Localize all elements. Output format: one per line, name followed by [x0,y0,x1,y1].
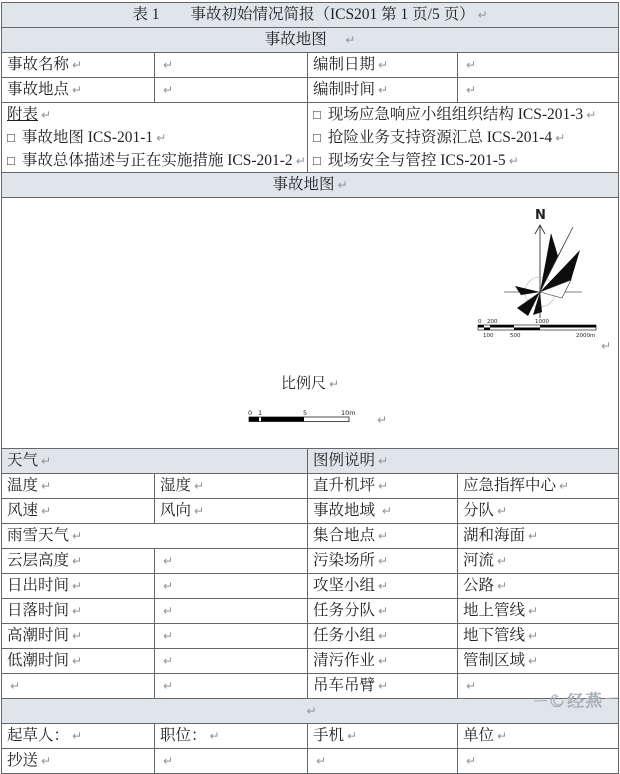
form-title-cell [2,3,619,28]
pilcrow-mark: ↵ [194,504,205,518]
svg-text:100: 100 [483,333,494,339]
incident-map-area [2,198,619,449]
svg-text:500: 500 [510,333,521,339]
legend-header: 图例说明 [313,452,376,469]
pilcrow-mark: ↵ [41,754,52,768]
legend-item-cell: 事故地域 ↵ [308,499,458,524]
pilcrow-mark: ↵ [163,754,174,768]
pilcrow-mark: ↵ [497,579,508,593]
pilcrow-mark: ↵ [528,604,539,618]
pilcrow-mark: ↵ [378,58,389,72]
weather-value-cell [155,599,308,624]
watermark-text: 经燕 [566,691,604,712]
pilcrow-mark: ↵ [72,58,83,72]
checkbox-icon: □ [313,153,321,168]
map-header: 事故地图 [272,176,335,193]
table-row [2,474,619,499]
attachment-item [313,149,613,172]
pilcrow-mark: ↵ [337,178,348,192]
weather-label-cell: 风速 ↵ [2,499,155,524]
pilcrow-mark: ↵ [72,579,83,593]
pilcrow-mark: ↵ [41,479,52,493]
pilcrow-mark: ↵ [378,454,389,468]
pilcrow-mark: ↵ [378,654,389,668]
legend-header-cell [308,449,619,474]
attachment-item [7,126,302,149]
map-header-cell [2,173,619,198]
legend-item-cell: 河流 ↵ [458,549,619,574]
legend-item-cell: 地上管线 ↵ [458,599,619,624]
ics201-form-table [1,2,619,774]
pilcrow-mark: ↵ [163,604,174,618]
pilcrow-mark: ↵ [378,479,389,493]
pilcrow-mark: ↵ [466,58,477,72]
table-row [2,574,619,599]
pilcrow-mark: ↵ [466,679,477,693]
pilcrow-mark: ↵ [316,754,327,768]
watermark-line [605,698,618,699]
pilcrow-mark: ↵ [508,154,519,168]
pilcrow-mark: ↵ [601,339,612,353]
svg-text:1000: 1000 [535,319,549,325]
svg-text:10m: 10m [341,409,356,417]
pilcrow-mark: ↵ [156,131,167,145]
incident-location-value [155,78,308,103]
pilcrow-mark: ↵ [377,413,388,427]
weather-value-cell [155,674,308,699]
svg-text:1: 1 [258,409,263,417]
pilcrow-mark: ↵ [586,108,597,122]
spacer-cell [2,699,619,724]
legend-item-cell: 应急指挥中心 ↵ [458,474,619,499]
cc-value-cell [155,749,308,774]
pilcrow-mark: ↵ [41,454,52,468]
table-row [2,549,619,574]
pilcrow-mark: ↵ [528,529,539,543]
pilcrow-mark: ↵ [378,529,389,543]
legend-item-cell: 公路 ↵ [458,574,619,599]
weather-header-cell [2,449,308,474]
legend-item-cell: 污染场所 ↵ [308,549,458,574]
pilcrow-mark: ↵ [381,504,392,518]
legend-item-cell: 湖和海面 ↵ [458,524,619,549]
legend-item-cell: 集合地点 ↵ [308,524,458,549]
north-label: N [535,208,546,223]
attachments-left-cell [2,103,308,173]
pilcrow-mark: ↵ [163,679,174,693]
pilcrow-mark: ↵ [72,83,83,97]
pilcrow-mark: ↵ [72,629,83,643]
legend-item-cell: 吊车吊臂 ↵ [308,674,458,699]
pilcrow-mark: ↵ [41,504,52,518]
pilcrow-mark: ↵ [378,629,389,643]
attachment-item [313,126,613,149]
pilcrow-mark: ↵ [378,579,389,593]
table-row [2,624,619,649]
pilcrow-mark: ↵ [163,83,174,97]
legend-item-cell: 清污作业 ↵ [308,649,458,674]
cc-value-cell [308,749,458,774]
weather-label-cell: 高潮时间 ↵ [2,624,155,649]
checkbox-icon: □ [313,107,321,122]
svg-text:200: 200 [487,319,498,325]
main-scale-bar [245,408,371,426]
phone-label: 手机 ↵ [308,724,458,749]
footer-row [2,724,619,749]
form-subtitle: 事故地图 [264,31,327,48]
pilcrow-mark: ↵ [163,579,174,593]
weather-label-cell: 雨雪天气 ↵ [2,524,308,549]
svg-text:2000m: 2000m [576,333,596,339]
mini-scale-bar [476,316,604,340]
pilcrow-mark: ↵ [41,108,52,122]
legend-item-cell: 直升机坪 ↵ [308,474,458,499]
pilcrow-mark: ↵ [328,377,340,391]
weather-value-cell [155,549,308,574]
table-row [2,599,619,624]
pilcrow-mark: ↵ [163,554,174,568]
section-header-row [2,449,619,474]
legend-item-cell: 攻坚小组 ↵ [308,574,458,599]
weather-value-cell [2,674,155,699]
attachment-item [7,149,306,172]
pilcrow-mark: ↵ [295,154,306,168]
cc-value-cell [458,749,619,774]
pilcrow-mark: ↵ [163,629,174,643]
attachments-row [2,103,619,173]
legend-item-cell: 分队 ↵ [458,499,619,524]
position-label: 职位： ↵ [155,724,308,749]
pilcrow-mark: ↵ [72,729,83,743]
pilcrow-mark: ↵ [163,654,174,668]
form-title: 表 1 事故初始情况简报（ICS201 第 1 页/5 页） [132,6,475,23]
attachment-label: 现场应急响应小组组织结构 ICS-201-3 [327,106,584,123]
pilcrow-mark: ↵ [345,33,356,47]
weather-header: 天气 [7,452,39,469]
info-row [2,78,619,103]
pilcrow-mark: ↵ [163,58,174,72]
form-subtitle-cell [2,28,619,53]
prep-date-label: 编制日期 ↵ [308,53,458,78]
weather-label-cell: 温度 ↵ [2,474,155,499]
watermark-logo [534,686,619,714]
pilcrow-mark: ↵ [497,729,508,743]
unit-label: 单位 ↵ [458,724,619,749]
checkbox-icon: □ [7,130,15,145]
weather-label-cell: 风向 ↵ [155,499,308,524]
pilcrow-mark: ↵ [72,654,83,668]
attachment-label: 事故地图 ICS-201-1 [21,129,154,146]
map-header-row [2,173,619,198]
attachments-title-line [7,103,302,126]
table-row [2,674,619,699]
legend-item-cell: 任务小组 ↵ [308,624,458,649]
swirl-icon [549,692,566,709]
weather-value-cell [155,649,308,674]
incident-name-value [155,53,308,78]
pilcrow-mark: ↵ [555,131,566,145]
prep-time-value [458,78,619,103]
incident-location-label: 事故地点 ↵ [2,78,155,103]
svg-text:0: 0 [478,319,482,325]
checkbox-icon: □ [313,130,321,145]
pilcrow-mark: ↵ [528,654,539,668]
subtitle-row [2,28,619,53]
cc-label: 抄送 ↵ [2,749,155,774]
pilcrow-mark: ↵ [72,529,83,543]
pilcrow-mark: ↵ [378,679,389,693]
spacer-row [2,699,619,724]
attachment-label: 现场安全与管控 ICS-201-5 [327,152,506,169]
footer-row [2,749,619,774]
pilcrow-mark: ↵ [209,729,220,743]
pilcrow-mark: ↵ [477,8,488,22]
compass-rose [488,206,592,322]
pilcrow-mark: ↵ [528,629,539,643]
drafter-label: 起草人： ↵ [2,724,155,749]
weather-value-cell [155,574,308,599]
attachment-item [313,103,613,126]
pilcrow-mark: ↵ [466,754,477,768]
pilcrow-mark: ↵ [378,554,389,568]
pilcrow-mark: ↵ [497,504,508,518]
table-row [2,649,619,674]
checkbox-icon: □ [7,153,15,168]
prep-time-label: 编制时间 ↵ [308,78,458,103]
pilcrow-mark: ↵ [559,479,570,493]
svg-text:5: 5 [303,409,308,417]
pilcrow-mark: ↵ [72,554,83,568]
weather-label-cell: 湿度 ↵ [155,474,308,499]
pilcrow-mark: ↵ [10,679,21,693]
weather-label-cell: 低潮时间 ↵ [2,649,155,674]
attachments-right-cell [308,103,619,173]
legend-item-cell: 任务分队 ↵ [308,599,458,624]
title-row [2,3,619,28]
attachment-label: 抢险业务支持资源汇总 ICS-201-4 [327,129,553,146]
legend-item-cell: 地下管线 ↵ [458,624,619,649]
pilcrow-mark: ↵ [378,604,389,618]
pilcrow-mark: ↵ [466,83,477,97]
pilcrow-mark: ↵ [497,554,508,568]
attachments-title: 附表 [7,106,39,123]
scale-caption-line [2,374,618,395]
table-row [2,499,619,524]
pilcrow-mark: ↵ [378,83,389,97]
prep-date-value [458,53,619,78]
info-row [2,53,619,78]
attachment-label: 事故总体描述与正在实施措施 ICS-201-2 [21,152,293,169]
pilcrow-mark: ↵ [306,704,317,718]
incident-name-label: 事故名称 ↵ [2,53,155,78]
legend-item-cell: 管制区域 ↵ [458,649,619,674]
svg-text:0: 0 [248,409,253,417]
pilcrow-mark: ↵ [347,729,358,743]
weather-value-cell [155,624,308,649]
map-row [2,198,619,449]
weather-label-cell: 日落时间 ↵ [2,599,155,624]
watermark-line [534,700,547,701]
table-row [2,524,619,549]
pilcrow-mark: ↵ [72,604,83,618]
scale-caption: 比例尺 [280,376,326,392]
weather-label-cell: 云层高度 ↵ [2,549,155,574]
pilcrow-mark: ↵ [194,479,205,493]
weather-label-cell: 日出时间 ↵ [2,574,155,599]
